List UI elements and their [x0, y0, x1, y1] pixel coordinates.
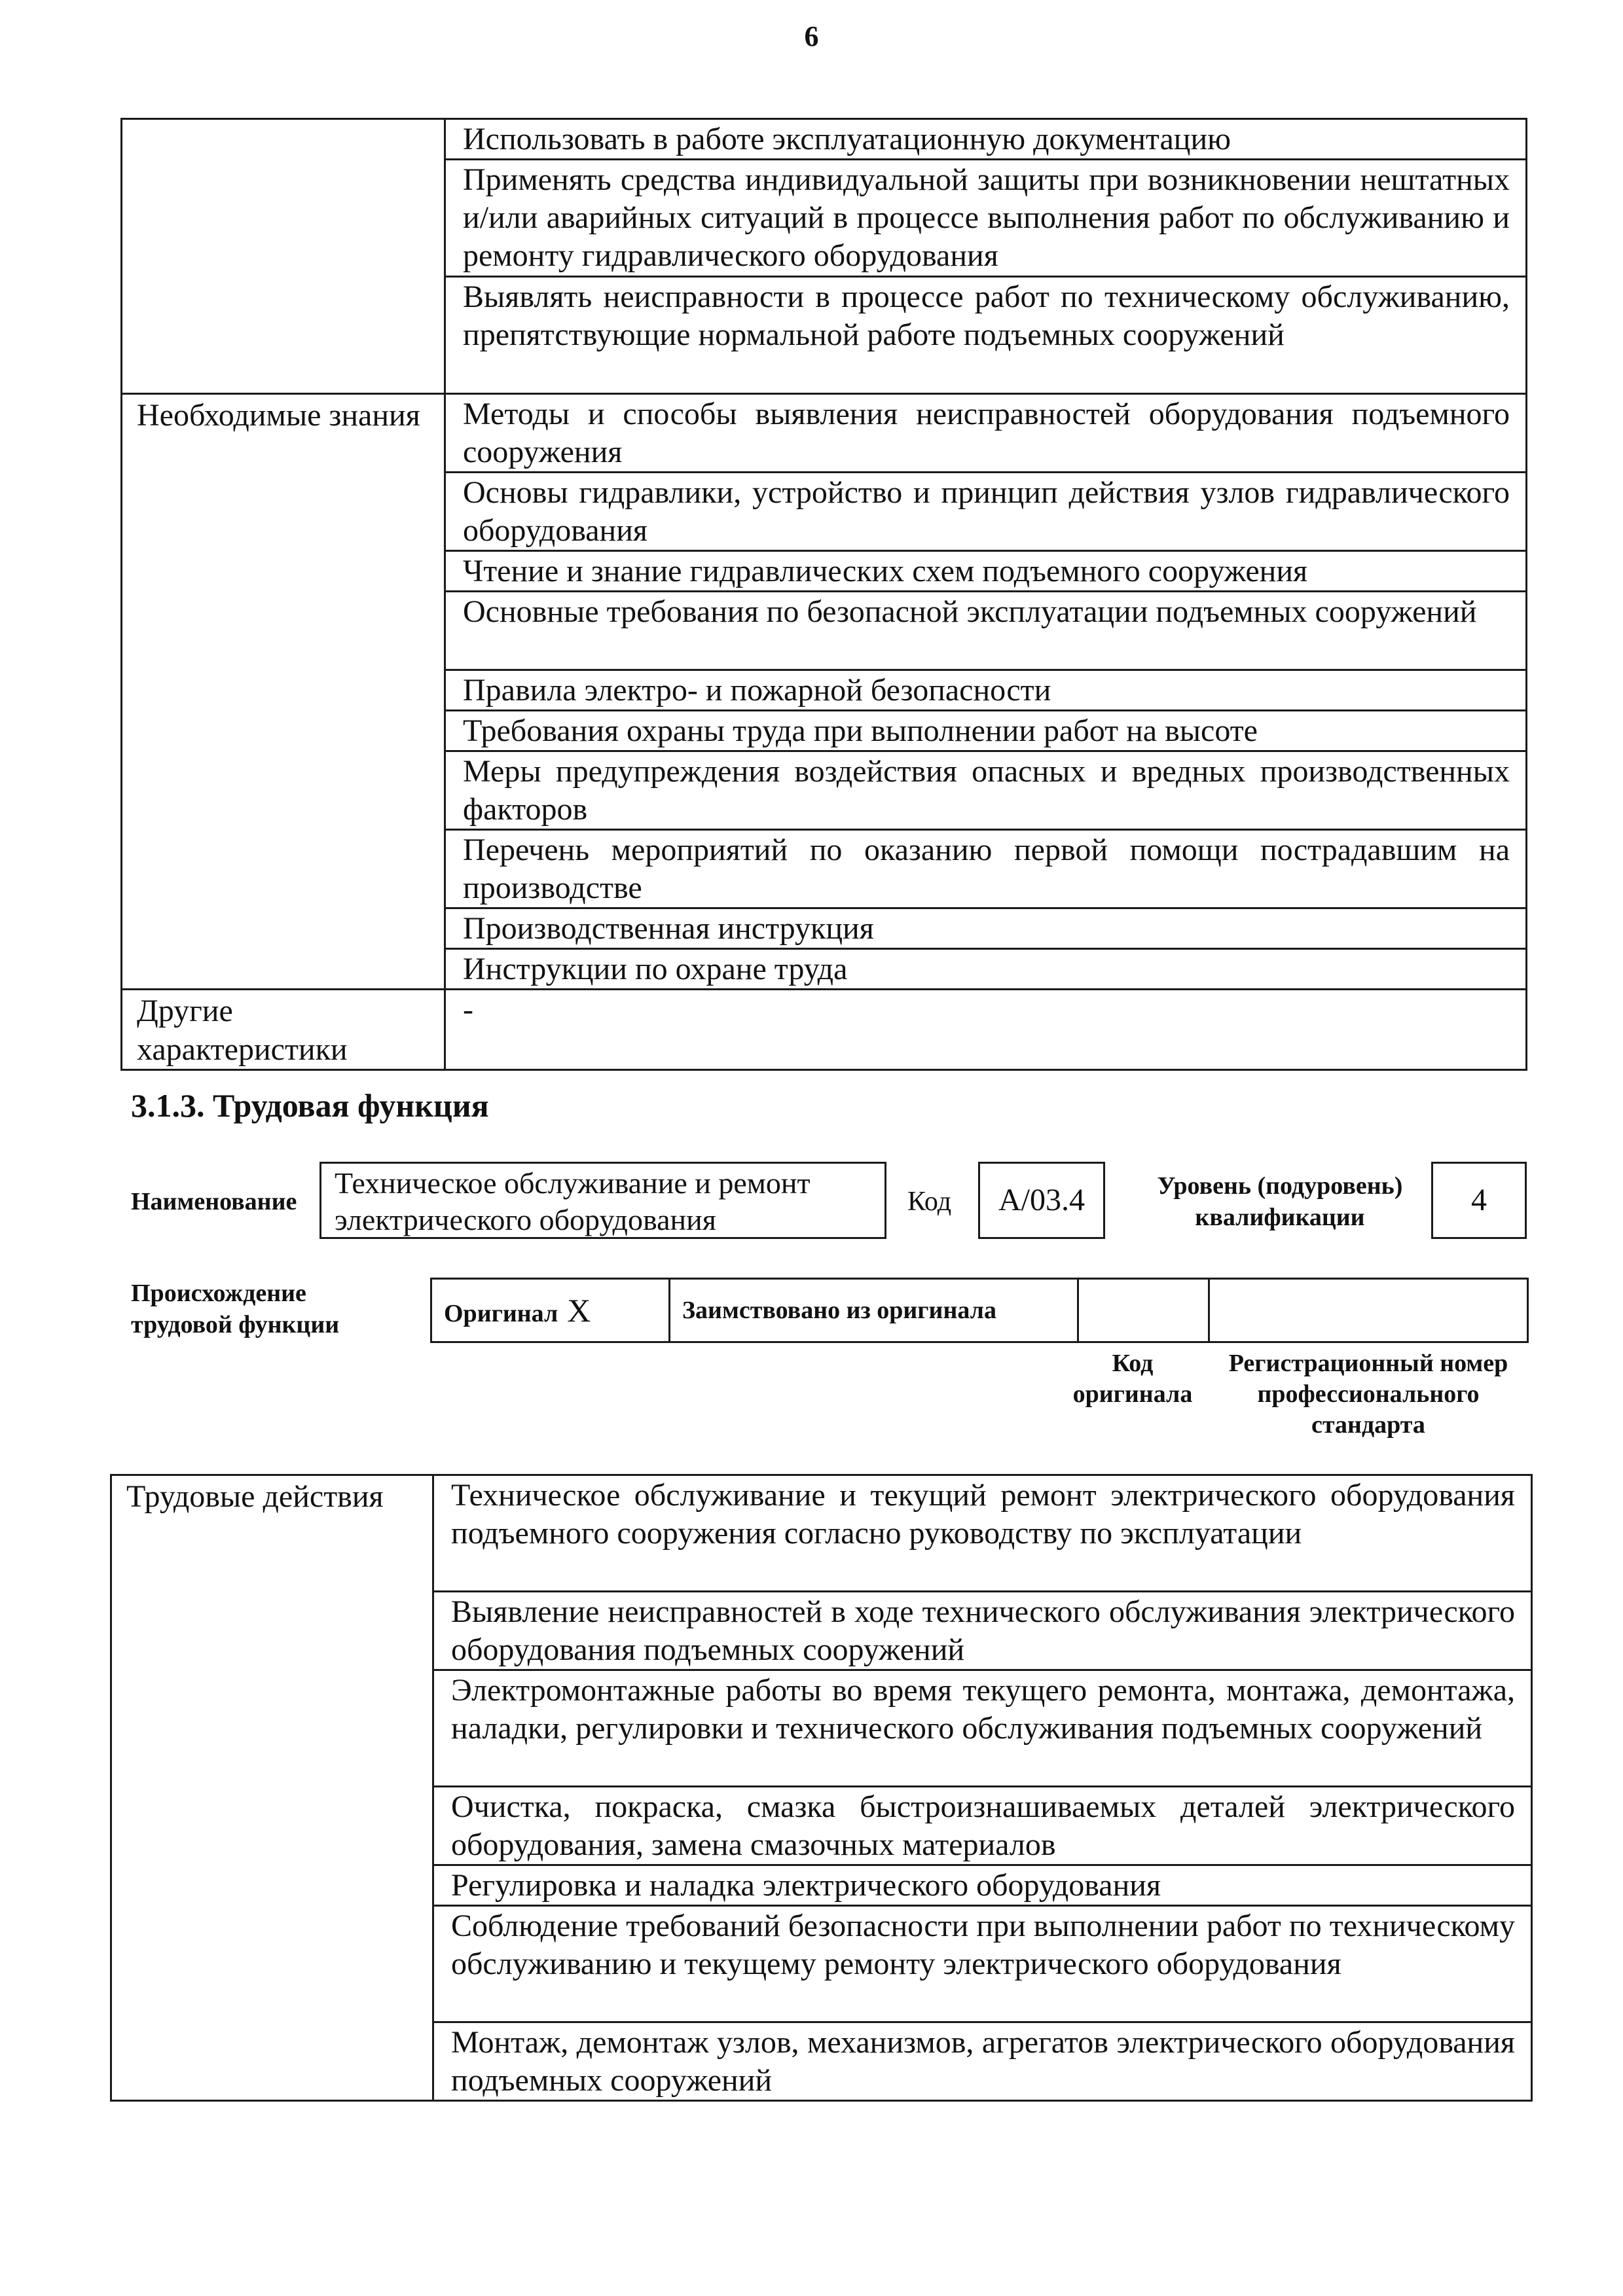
upper-table [120, 118, 1527, 1071]
function-name-box: Техническое обслуживание и ремонт электрического оборудования [319, 1162, 886, 1239]
origin-borrowed-label: Заимствовано из оригинала [670, 1279, 1078, 1342]
labor-action-item: Электромонтажные работы во время текущего ремонта, монтажа, демонтажа, наладки, регулировки и технического обслуживания подъемных сооружений [451, 1673, 1515, 1746]
labor-action-item: Техническое обслуживание и текущий ремонт электрического оборудования подъемного сооружения согласно руководству по эксплуатации [451, 1478, 1515, 1551]
knowledge-item: Производственная инструкция [463, 911, 874, 946]
origin-table [430, 1278, 1529, 1343]
origin-mark: X [567, 1292, 591, 1329]
empty-label-cell [122, 119, 445, 394]
function-code-box: А/03.4 [978, 1162, 1105, 1239]
knowledge-item: Основные требования по безопасной эксплуатации подъемных сооружений [463, 594, 1477, 629]
skill-item: Использовать в работе эксплуатационную документацию [463, 122, 1231, 156]
code-label: Код [907, 1187, 952, 1217]
other-value: - [463, 992, 473, 1027]
level-label: Уровень (подуровень) квалификации [1157, 1172, 1403, 1231]
labor-actions-table [110, 1474, 1533, 2102]
table-row [122, 394, 1527, 473]
knowledge-item: Основы гидравлики, устройство и принцип действия узлов гидравлического оборудования [463, 475, 1510, 548]
original-code-cell [1078, 1279, 1209, 1342]
other-label: Другие характеристики [122, 990, 445, 1070]
labor-action-item: Выявление неисправностей в ходе технического обслуживания электрического оборудования подъемных сооружений [451, 1594, 1515, 1667]
knowledge-item: Перечень мероприятий по оказанию первой помощи пострадавшим на производстве [463, 833, 1510, 905]
knowledge-item: Меры предупреждения воздействия опасных и вредных производственных факторов [463, 754, 1510, 827]
labor-action-item: Очистка, покраска, смазка быстроизнашиваемых деталей электрического оборудования, замена смазочных материалов [451, 1789, 1515, 1862]
skill-item: Применять средства индивидуальной защиты при возникновении нештатных и/или аварийных ситуаций в процессе выполнения работ по обслуживанию и ремонту гидравлического оборудования [463, 162, 1510, 273]
page-number: 6 [804, 20, 819, 52]
registration-number-cell [1209, 1279, 1528, 1342]
skill-item: Выявлять неисправности в процессе работ по техническому обслуживанию, препятствующие нормальной работе подъемных сооружений [463, 279, 1510, 352]
knowledge-item: Чтение и знание гидравлических схем подъемного сооружения [463, 554, 1308, 588]
knowledge-item: Инструкции по охране труда [463, 952, 848, 986]
knowledge-item: Методы и способы выявления неисправностей оборудования подъемного сооружения [463, 397, 1510, 469]
level-box: 4 [1431, 1162, 1527, 1239]
labor-actions-label: Трудовые действия [111, 1475, 433, 2101]
labor-action-item: Соблюдение требований безопасности при выполнении работ по техническому обслуживанию и текущему ремонту электрического оборудования [451, 1909, 1515, 1981]
table-row [111, 1475, 1532, 1592]
origin-original-label: Оригинал [444, 1300, 558, 1327]
table-row [122, 990, 1527, 1070]
caption-original-code: Код оригинала [1072, 1350, 1193, 1408]
knowledge-label: Необходимые знания [122, 394, 445, 990]
table-row [122, 119, 1527, 160]
section-title: 3.1.3. Трудовая функция [131, 1087, 489, 1124]
origin-original-cell [431, 1279, 670, 1342]
labor-action-item: Монтаж, демонтаж узлов, механизмов, агрегатов электрического оборудования подъемных сооружений [451, 2025, 1515, 2098]
caption-registration-number: Регистрационный номер профессионального стандарта [1228, 1350, 1508, 1439]
labor-action-item: Регулировка и наладка электрического оборудования [451, 1868, 1161, 1903]
name-label: Наименование [131, 1188, 297, 1215]
origin-label: Происхождение трудовой функции [131, 1280, 340, 1338]
knowledge-item: Требования охраны труда при выполнении работ на высоте [463, 713, 1258, 748]
knowledge-item: Правила электро- и пожарной безопасности [463, 673, 1051, 708]
